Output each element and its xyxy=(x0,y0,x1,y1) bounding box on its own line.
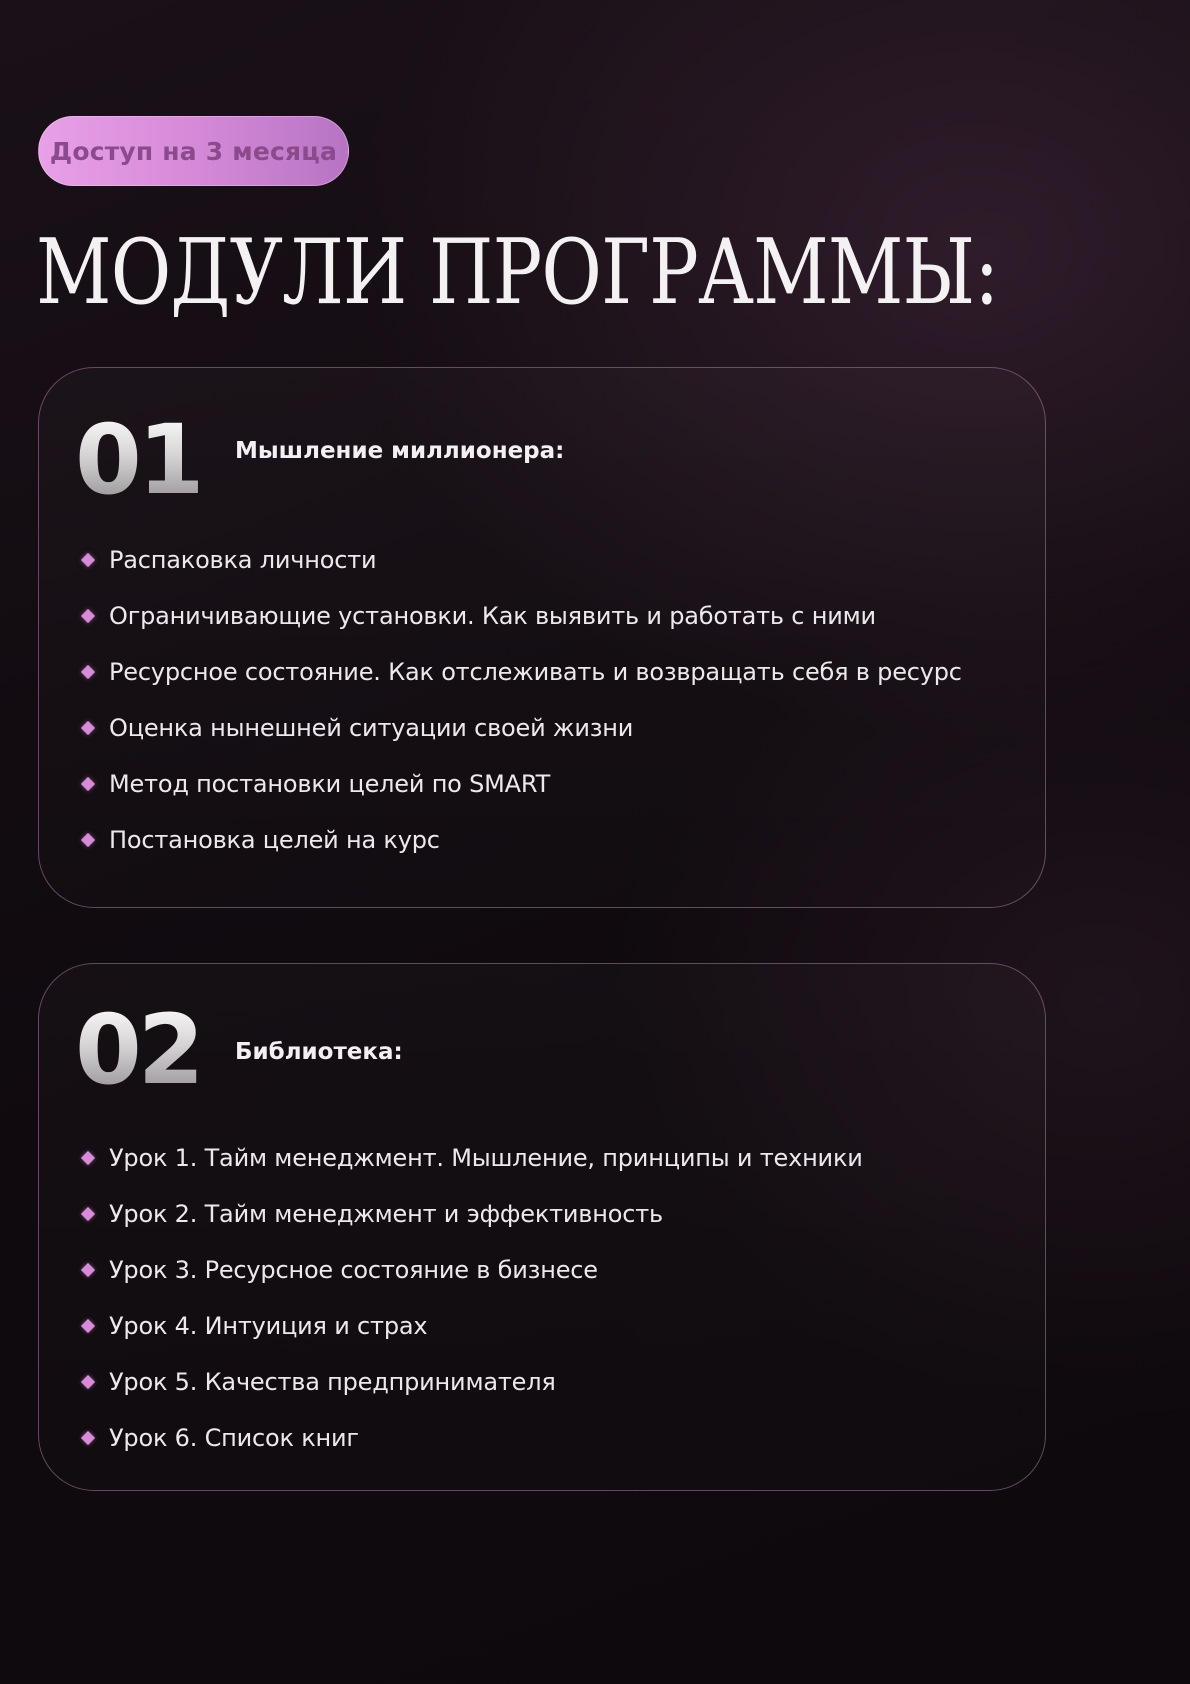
list-item xyxy=(79,756,962,812)
list-item xyxy=(79,1298,863,1354)
diamond-bullet-icon xyxy=(81,553,95,567)
module-title: Мышление миллионера: xyxy=(235,438,565,464)
list-item-label: Ресурсное состояние. Как отслеживать и возвращать себя в ресурс xyxy=(109,658,962,686)
list-item xyxy=(79,644,962,700)
list-item-label: Оценка нынешней ситуации своей жизни xyxy=(109,714,634,742)
list-item-label: Урок 5. Качества предпринимателя xyxy=(109,1368,556,1396)
diamond-bullet-icon xyxy=(81,1431,95,1445)
access-badge-label: Доступ на 3 месяца xyxy=(49,136,338,166)
diamond-bullet-icon xyxy=(81,1263,95,1277)
diamond-bullet-icon xyxy=(81,665,95,679)
list-item-label: Урок 2. Тайм менеджмент и эффективность xyxy=(109,1200,663,1228)
list-item-label: Урок 1. Тайм менеджмент. Мышление, принципы и техники xyxy=(109,1144,863,1172)
module-card-2 xyxy=(38,963,1046,1491)
module-items-list xyxy=(79,532,962,868)
list-item-label: Ограничивающие установки. Как выявить и работать с ними xyxy=(109,602,876,630)
diamond-bullet-icon xyxy=(81,833,95,847)
module-number: 02 xyxy=(75,994,201,1106)
list-item-label: Метод постановки целей по SMART xyxy=(109,770,551,798)
list-item xyxy=(79,588,962,644)
list-item xyxy=(79,700,962,756)
list-item xyxy=(79,1410,863,1466)
diamond-bullet-icon xyxy=(81,1319,95,1333)
access-badge xyxy=(38,116,349,186)
list-item-label: Урок 3. Ресурсное состояние в бизнесе xyxy=(109,1256,598,1284)
diamond-bullet-icon xyxy=(81,1151,95,1165)
module-items-list xyxy=(79,1130,863,1466)
module-number: 01 xyxy=(75,404,201,516)
diamond-bullet-icon xyxy=(81,1375,95,1389)
list-item-label: Распаковка личности xyxy=(109,546,377,574)
diamond-bullet-icon xyxy=(81,721,95,735)
module-card-1 xyxy=(38,367,1046,908)
list-item-label: Урок 6. Список книг xyxy=(109,1424,359,1452)
list-item-label: Постановка целей на курс xyxy=(109,826,440,854)
list-item xyxy=(79,1242,863,1298)
module-title: Библиотека: xyxy=(235,1039,403,1065)
diamond-bullet-icon xyxy=(81,777,95,791)
list-item xyxy=(79,1130,863,1186)
diamond-bullet-icon xyxy=(81,1207,95,1221)
list-item xyxy=(79,812,962,868)
list-item-label: Урок 4. Интуиция и страх xyxy=(109,1312,428,1340)
diamond-bullet-icon xyxy=(81,609,95,623)
list-item xyxy=(79,532,962,588)
page-title: МОДУЛИ ПРОГРАММЫ: xyxy=(36,220,999,325)
list-item xyxy=(79,1186,863,1242)
list-item xyxy=(79,1354,863,1410)
